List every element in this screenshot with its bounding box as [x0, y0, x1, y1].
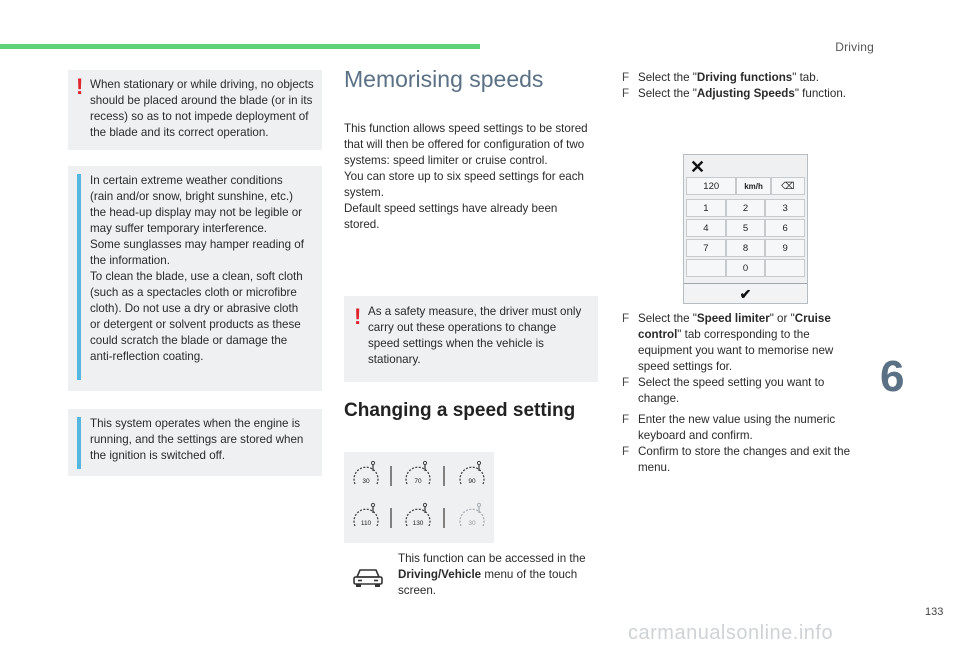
- safety-warning-box: [344, 296, 598, 382]
- watermark: carmanualsonline.info: [628, 622, 834, 644]
- line: This system operates when the engine is: [90, 417, 301, 430]
- line: cloth). Do not use a dry or abrasive cloth: [90, 302, 299, 315]
- bullet-marker: F: [622, 413, 630, 426]
- text: " or ": [769, 312, 795, 325]
- speed-value: 90: [468, 478, 476, 485]
- bullet-marker: F: [622, 445, 630, 458]
- speed-gauge-4: [354, 503, 378, 527]
- line: menu.: [638, 461, 671, 474]
- close-icon: ✕: [690, 157, 706, 177]
- info-text: [90, 416, 320, 464]
- keypad-value-row: [686, 177, 805, 195]
- line: stationary.: [368, 353, 421, 366]
- line: running, and the settings are stored when: [90, 433, 304, 446]
- speed-gauge-3: [460, 461, 484, 485]
- step: [622, 412, 872, 444]
- line: carry out these operations to change: [368, 321, 557, 334]
- steps-bottom: [622, 311, 872, 476]
- keyword: Cruise: [794, 312, 831, 325]
- keypad-row: [686, 219, 805, 237]
- line: You can store up to six speed settings for each: [344, 170, 584, 183]
- page-title: Memorising speeds: [344, 66, 544, 92]
- line: Select the speed setting you want to: [638, 376, 825, 389]
- line: keyboard and confirm.: [638, 429, 753, 442]
- speed-presets-illustration: [344, 452, 494, 543]
- info-icon: [77, 174, 81, 380]
- header-accent-bar: [0, 44, 480, 49]
- key-5: 5: [726, 219, 766, 237]
- line: may suffer temporary interference.: [90, 222, 267, 235]
- line: This function allows speed settings to be stored: [344, 122, 588, 135]
- text: " tab.: [792, 71, 819, 84]
- speed-value: 70: [414, 478, 422, 485]
- text: Select the ": [638, 87, 697, 100]
- info-icon: [77, 417, 81, 469]
- speed-value: 110: [360, 520, 372, 527]
- line: anti-reflection coating.: [90, 350, 204, 363]
- page-number: 133: [925, 606, 944, 618]
- line: Default speed settings have already been: [344, 202, 558, 215]
- keypad-row: [686, 239, 805, 257]
- line: This function can be accessed in the: [398, 552, 586, 565]
- key-0: 0: [726, 259, 766, 277]
- bullet-marker: F: [622, 376, 630, 389]
- step-text: [638, 70, 819, 86]
- bullet-marker: F: [622, 71, 630, 84]
- key-6: 6: [765, 219, 805, 237]
- speed-gauge-1: [354, 461, 378, 485]
- line: the information.: [90, 254, 170, 267]
- keypad-row: [686, 259, 805, 277]
- backspace-icon: ⌫: [771, 177, 805, 195]
- speed-gauge-6: [460, 503, 484, 527]
- line: (such as a spectacles cloth or microfibre: [90, 286, 297, 299]
- key-4: 4: [686, 219, 726, 237]
- line: Confirm to store the changes and exit the: [638, 445, 851, 458]
- line: [638, 311, 833, 327]
- bullet-marker: F: [622, 312, 630, 325]
- key-9: 9: [765, 239, 805, 257]
- step: [622, 311, 872, 375]
- menu-name: Driving/Vehicle: [398, 568, 482, 581]
- warning-icon: !: [76, 74, 84, 99]
- warning-icon: !: [354, 304, 362, 329]
- line: the head-up display may not be legible or: [90, 206, 303, 219]
- keyword: Speed limiter: [696, 312, 770, 325]
- step-text: [638, 444, 850, 476]
- speed-gauge-5: [406, 503, 430, 527]
- text: " function.: [794, 87, 846, 100]
- line-rest: menu of the touch: [481, 568, 578, 581]
- line: Some sunglasses may hamper reading of: [90, 238, 304, 251]
- speed-value-field: 120: [686, 177, 736, 195]
- step-text: [638, 375, 824, 407]
- line: or detergent or solvent products as these: [90, 318, 301, 331]
- subtitle: Changing a speed setting: [344, 400, 576, 421]
- info-text: [90, 173, 320, 365]
- step: [622, 86, 872, 102]
- text: " tab corresponding to the: [677, 328, 810, 341]
- speed-value: 130: [412, 520, 424, 527]
- key-8: 8: [726, 239, 766, 257]
- line: could scratch the blade or damage the: [90, 334, 288, 347]
- step: [622, 375, 872, 407]
- warning-box: [68, 70, 322, 150]
- steps-top: [622, 70, 872, 102]
- info-box-system: [68, 409, 322, 476]
- line: speed settings when the vehicle is: [368, 337, 544, 350]
- warning-text: [368, 304, 596, 368]
- step: [622, 70, 872, 86]
- line: screen.: [398, 584, 437, 597]
- line: speed settings for.: [638, 360, 733, 373]
- line: (rain and/or snow, bright sunshine, etc.): [90, 190, 293, 203]
- numeric-keypad-illustration: [683, 154, 808, 304]
- keyword: Driving functions: [696, 71, 793, 84]
- speed-presets-svg: [344, 452, 494, 543]
- car-icon: [352, 566, 384, 588]
- keyword: Adjusting Speeds: [696, 87, 795, 100]
- text: Select the ": [638, 312, 697, 325]
- speed-gauge-2: [406, 461, 430, 485]
- line: To clean the blade, use a clean, soft cloth: [90, 270, 303, 283]
- line: change.: [638, 392, 680, 405]
- line: stored.: [344, 218, 380, 231]
- speed-value: 30: [468, 520, 476, 527]
- info-box-headup: [68, 166, 322, 391]
- keypad-row: [686, 199, 805, 217]
- line: the ignition is switched off.: [90, 449, 226, 462]
- chapter-number: 6: [880, 352, 905, 401]
- key-1: 1: [686, 199, 726, 217]
- text: Select the ": [638, 71, 697, 84]
- key-7: 7: [686, 239, 726, 257]
- key-3: 3: [765, 199, 805, 217]
- line: equipment you want to memorise new: [638, 344, 834, 357]
- step-text: [638, 86, 846, 102]
- line: In certain extreme weather conditions: [90, 174, 283, 187]
- key-2: 2: [726, 199, 766, 217]
- line: system.: [344, 186, 384, 199]
- key-blank: [765, 259, 805, 277]
- intro-text: [344, 121, 604, 233]
- keyword: control: [638, 328, 678, 341]
- step: [622, 444, 872, 476]
- line: Enter the new value using the numeric: [638, 413, 836, 426]
- step-text: [638, 311, 833, 375]
- speed-value: 30: [362, 478, 370, 485]
- unit-label: km/h: [736, 177, 770, 195]
- line: that will then be offered for configuration of two: [344, 138, 585, 151]
- line: [398, 567, 608, 583]
- line: [638, 327, 833, 343]
- line: As a safety measure, the driver must only: [368, 305, 582, 318]
- line: systems: speed limiter or cruise control.: [344, 154, 548, 167]
- step-text: [638, 412, 835, 444]
- section-label: Driving: [835, 40, 874, 54]
- warning-text: When stationary or while driving, no objects should be placed around the blade (or in its recess) so as to not impede deployment of the blade and its correct operation.: [90, 78, 314, 139]
- key-blank: [686, 259, 726, 277]
- confirm-check-icon: ✔: [684, 283, 807, 303]
- bullet-marker: F: [622, 87, 630, 100]
- access-note: [398, 551, 608, 599]
